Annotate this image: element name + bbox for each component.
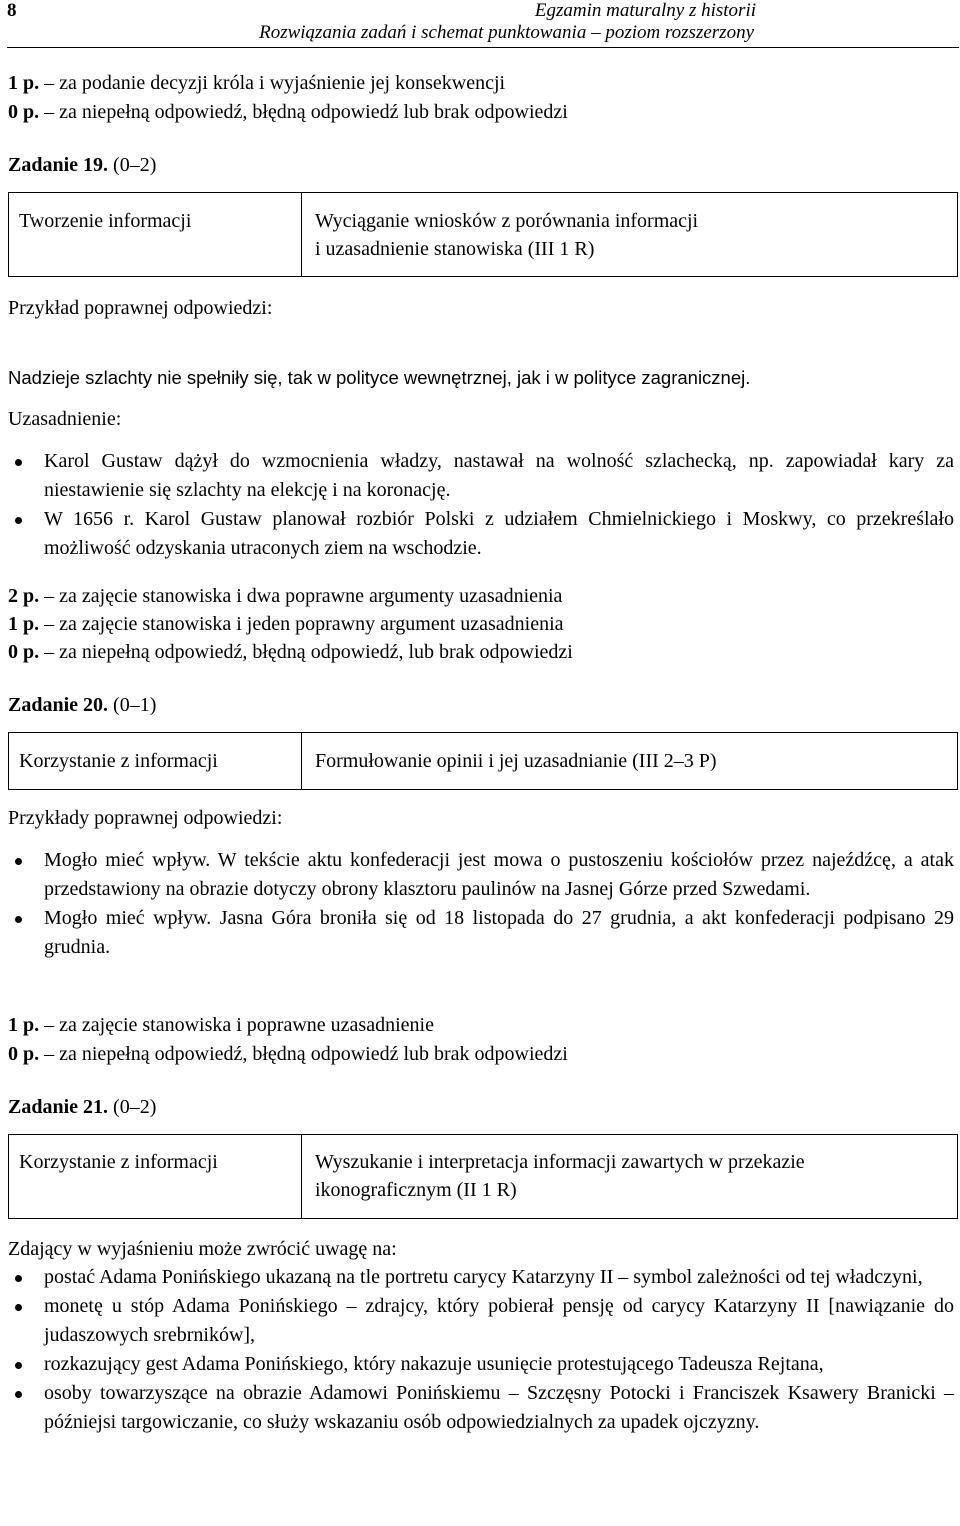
list-item-text: Mogło mieć wpływ. Jasna Góra broniła się od 18 listopada do 27 grudnia, a akt konfederacji podpisano 29 grudnia. bbox=[44, 907, 954, 958]
scoring-line bbox=[8, 640, 573, 664]
example-answer: Nadzieje szlachty nie spełniły się, tak w polityce wewnętrznej, jak i w polityce zagranicznej. bbox=[8, 367, 751, 388]
list-item-text: rozkazujący gest Adama Ponińskiego, który nakazuje usunięcie protestującego Tadeusza Rejtana, bbox=[44, 1353, 824, 1375]
list-item bbox=[8, 1379, 954, 1437]
task-title: Zadanie 19. bbox=[8, 154, 109, 176]
table-divider bbox=[301, 733, 302, 789]
scoring-line bbox=[8, 100, 568, 124]
table-divider bbox=[301, 193, 302, 276]
task-21-heading bbox=[8, 1095, 156, 1119]
page-header bbox=[0, 0, 960, 48]
points-label: 0 p. bbox=[8, 641, 40, 663]
points-label: 2 p. bbox=[8, 585, 40, 607]
explanation-intro: Zdający w wyjaśnieniu może zwrócić uwagę na: bbox=[8, 1238, 397, 1260]
list-item-text: Mogło mieć wpływ. W tekście aktu konfederacji jest mowa o pustoszeniu kościołów przez najeźdźcę, a atak przedstawiony na obrazie dotyczy obrony klasztoru paulinów na Jasnej Górze przed Szwedami. bbox=[44, 849, 954, 900]
points-text: – za zajęcie stanowiska i jeden poprawny argument uzasadnienia bbox=[39, 613, 564, 635]
skill-area-cell: Korzystanie z informacji bbox=[19, 750, 218, 772]
task-20-requirements-table bbox=[8, 732, 958, 790]
task-range: (0–2) bbox=[108, 1096, 157, 1118]
list-item-text: postać Adama Ponińskiego ukazaną na tle portretu carycy Katarzyny II – symbol zależności od tej władczyni, bbox=[44, 1266, 923, 1288]
bullet-icon bbox=[15, 916, 22, 923]
scoring-line bbox=[8, 584, 562, 608]
task-19-justification-list bbox=[8, 447, 954, 563]
requirement-line: Wyszukanie i interpretacja informacji zawartych w przekazie bbox=[315, 1151, 805, 1173]
scoring-line bbox=[8, 71, 505, 95]
scoring-line bbox=[8, 1013, 434, 1037]
list-item bbox=[8, 1263, 954, 1292]
skill-area-cell: Korzystanie z informacji bbox=[19, 1151, 218, 1173]
list-item-text: W 1656 r. Karol Gustaw planował rozbiór Polski z udziałem Chmielnickiego i Moskwy, co przekreślało możliwość odzyskania utraconych ziem na wschodzie. bbox=[44, 508, 954, 559]
list-item bbox=[8, 1350, 954, 1379]
scoring-line bbox=[8, 1042, 568, 1066]
list-item bbox=[8, 1292, 954, 1350]
points-text: – za niepełną odpowiedź, błędną odpowiedź, lub brak odpowiedzi bbox=[39, 641, 573, 663]
points-text: – za podanie decyzji króla i wyjaśnienie jej konsekwencji bbox=[39, 72, 506, 94]
points-label: 1 p. bbox=[8, 72, 40, 94]
requirement-line: Wyciąganie wniosków z porównania informacji bbox=[315, 210, 699, 232]
list-item-text: osoby towarzyszące na obrazie Adamowi Ponińskiemu – Szczęsny Potocki i Franciszek Ksawery Branicki – późniejsi targowiczanie, co służy wskazaniu osób odpowiedzialnych za upadek ojczyzny. bbox=[44, 1382, 954, 1433]
justification-label: Uzasadnienie: bbox=[8, 408, 122, 430]
list-item bbox=[8, 505, 954, 563]
bullet-icon bbox=[15, 1391, 22, 1398]
list-item bbox=[8, 846, 954, 904]
table-divider bbox=[301, 1135, 302, 1218]
points-text: – za niepełną odpowiedź, błędną odpowiedź lub brak odpowiedzi bbox=[39, 1043, 568, 1065]
points-text: – za zajęcie stanowiska i dwa poprawne argumenty uzasadnienia bbox=[39, 585, 563, 607]
page-number: 8 bbox=[7, 0, 17, 21]
task-21-requirements-table bbox=[8, 1134, 958, 1219]
header-subtitle: Rozwiązania zadań i schemat punktowania – poziom rozszerzony bbox=[259, 22, 754, 43]
skill-area-cell: Tworzenie informacji bbox=[19, 210, 192, 232]
bullet-icon bbox=[15, 1275, 22, 1282]
requirement-line: ikonograficznym (II 1 R) bbox=[315, 1179, 517, 1201]
task-21-points-list bbox=[8, 1263, 954, 1437]
bullet-icon bbox=[15, 858, 22, 865]
bullet-icon bbox=[15, 459, 22, 466]
header-rule bbox=[7, 47, 959, 48]
points-label: 1 p. bbox=[8, 613, 40, 635]
list-item bbox=[8, 904, 954, 962]
bullet-icon bbox=[15, 1362, 22, 1369]
points-label: 1 p. bbox=[8, 1014, 40, 1036]
task-20-heading bbox=[8, 693, 156, 717]
points-text: – za niepełną odpowiedź, błędną odpowiedź lub brak odpowiedzi bbox=[39, 101, 568, 123]
list-item-text: Karol Gustaw dążył do wzmocnienia władzy, nastawał na wolność szlachecką, np. zapowiadał kary za niestawienie się szlachty na elekcję i na koronację. bbox=[44, 450, 954, 501]
points-text: – za zajęcie stanowiska i poprawne uzasadnienie bbox=[39, 1014, 434, 1036]
task-range: (0–2) bbox=[108, 154, 157, 176]
task-19-heading bbox=[8, 153, 156, 177]
requirement-line: Formułowanie opinii i jej uzasadnianie (III 2–3 P) bbox=[315, 750, 717, 772]
requirement-line: i uzasadnienie stanowiska (III 1 R) bbox=[315, 238, 595, 260]
task-range: (0–1) bbox=[108, 694, 157, 716]
task-title: Zadanie 20. bbox=[8, 694, 109, 716]
example-answer-label: Przykład poprawnej odpowiedzi: bbox=[8, 297, 273, 319]
header-title: Egzamin maturalny z historii bbox=[534, 0, 756, 21]
scoring-line bbox=[8, 612, 564, 636]
example-answers-label: Przykłady poprawnej odpowiedzi: bbox=[8, 807, 283, 829]
list-item-text: monetę u stóp Adama Ponińskiego – zdrajcy, który pobierał pensję od carycy Katarzyny II [nawiązanie do judaszowych srebrników], bbox=[44, 1295, 954, 1346]
task-19-requirements-table bbox=[8, 192, 958, 277]
task-20-answers-list bbox=[8, 846, 954, 962]
list-item bbox=[8, 447, 954, 505]
points-label: 0 p. bbox=[8, 101, 40, 123]
task-title: Zadanie 21. bbox=[8, 1096, 109, 1118]
bullet-icon bbox=[15, 517, 22, 524]
points-label: 0 p. bbox=[8, 1043, 40, 1065]
bullet-icon bbox=[15, 1304, 22, 1311]
